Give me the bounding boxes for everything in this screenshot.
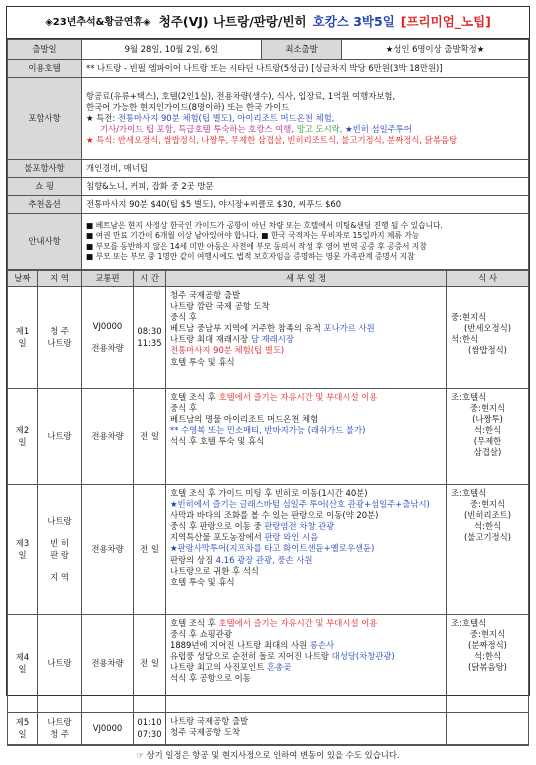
day-row [8,615,529,713]
departure-dates: 9월 28일, 10월 2일, 6일 [82,40,262,60]
schedule-text: 나트랑으로 귀환 후 석식 [170,565,259,576]
schedule-highlight: 혼총곶 [266,662,292,673]
day-label: 제2일 [8,389,38,485]
schedule-text: 나트랑 최고의 사진포인트 [170,662,267,673]
meal-line: (불고기정식) [464,532,511,543]
schedule-highlight: 포나가르 사원 [323,323,375,334]
excludes-label: 불포함사항 [8,160,82,178]
time-line: 07:30 [137,728,162,739]
time-line: 전 일 [140,430,159,441]
day-label: 제3일 [8,485,38,615]
schedule-text: 나트랑 최대 재래시장 [170,334,251,345]
meal-line: (무제한 [473,436,502,447]
guide-line: ■ 여권 만료 기간이 6개월 이상 남아있어야 합니다. ■ 한국 국적자는 무비자로 15일까지 체류 가능 [86,231,420,241]
special-text-2c: ★빈히 섬일주투어 [345,124,412,135]
schedule-line [170,392,442,403]
day-meals [447,389,529,485]
schedule-highlight: 4.16 광장 관광, 풍손 사원 [215,554,313,565]
page-title [7,7,529,39]
region-line: 청 주 [50,728,69,739]
schedule-highlight: ** 수영복 또는 민소매티, 반바지가능 (래쉬가드 불가) [170,425,366,436]
meal-line: (나짱투) [472,414,503,425]
schedule-line [170,629,442,640]
schedule-line [170,488,442,499]
meal-line [451,301,524,312]
schedule-line [170,414,442,425]
day-meals [447,485,529,615]
title-prefix: ◈23년추석&황금연휴◈ [45,16,151,28]
time-line: 01:10 [137,717,162,728]
schedule-line [170,543,442,554]
day-transport [82,485,134,615]
region-line: 나트랑 [47,337,72,348]
includes-value [82,78,529,160]
schedule-line [170,662,442,673]
schedule-text: 청주 국제공항 도착 [170,727,241,738]
meal-line: (닭볶음탕) [468,662,507,673]
shopping-value: 침향&노니, 커피, 잡화 중 2곳 방문 [82,178,529,196]
schedule-text: 1889년에 지어진 나트랑 최대의 사원 [170,640,310,651]
schedule-line [170,510,442,521]
includes-line-2: 한국어 가능한 현지인가이드(8명이하) 또는 한국 가이드 [86,101,290,112]
day-meals [447,287,529,389]
schedule-text: 중식 후 [170,403,197,414]
day-time [134,287,166,389]
header-transport: 교통편 [82,271,134,287]
title-route: 청주(VJ) 나트랑/판랑/빈히 [158,14,307,30]
region-line: 나트랑 [47,717,72,728]
time-line: 전 일 [140,543,159,554]
day-time [134,485,166,615]
schedule-text: 호텔 조식 후 [170,618,219,628]
schedule-text: 베트남의 명물 아이리조트 머드온천 체험 [170,414,319,425]
schedule-text: 판랑의 상징 [170,554,216,565]
schedule-highlight: ★판랑사막투어(지프차를 타고 화이트샌듄+옐로우샌듄) [170,543,375,554]
time-line: 08:30 [137,326,162,337]
info-table [7,39,529,270]
day-row [8,287,529,389]
region-line: 빈 히 [50,538,69,549]
schedule-text: 중식 후 판랑으로 이동 중 [170,521,265,532]
includes-label: 포함사항 [8,78,82,160]
day-region [38,287,82,389]
schedule-text: 호텔 투숙 및 휴식 [170,356,235,367]
header-date: 날짜 [8,271,38,287]
schedule-line [170,727,442,738]
schedule-text: 중식 후 [170,312,197,323]
meal-line: 중:현지식 [451,312,487,323]
day-schedule [166,287,447,389]
day-time [134,389,166,485]
schedule-table [7,270,529,745]
schedule-line [170,499,442,510]
header-region: 지 역 [38,271,82,287]
meal-line: (반세오정식) [464,323,511,334]
day-meals [447,615,529,713]
transport-line: 전용차량 [91,343,124,354]
schedule-highlight: 롱손사 [309,640,335,651]
meal-line [451,290,524,301]
schedule-line [170,312,442,323]
meal-line: (분짜정식) [468,640,507,651]
region-line: 나트랑 [47,430,72,441]
schedule-highlight: 판랑 와인 시음 [264,532,319,543]
transport-line [86,332,129,343]
includes-special-2 [86,124,524,135]
schedule-text: 석식 후 호텔 투숙 및 휴식 [170,436,265,447]
schedule-line [170,673,442,684]
day-region [38,615,82,713]
schedule-line [170,345,442,356]
region-line [42,527,77,538]
header-schedule: 세 부 일 정 [166,271,447,287]
schedule-line [170,521,442,532]
schedule-line [170,577,442,588]
meal-line: 석:한식 [473,425,502,436]
day-label: 제5일 [8,713,38,745]
schedule-line [170,403,442,414]
time-line: 전 일 [140,657,159,668]
schedule-highlight: 대성당(차창관광) [331,651,395,662]
special-prefix: ★ 특전: [86,112,118,123]
day-region [38,485,82,615]
day-row [8,485,529,615]
includes-special-1 [86,113,524,124]
meal-line: 삼겹살) [473,447,502,458]
schedule-text: 호텔 투숙 및 휴식 [170,576,235,587]
transport-line: 전용차량 [91,430,124,441]
schedule-text: 나트랑 국제공항 출발 [170,716,249,726]
meal-line: 조:호텔식 [451,392,487,402]
schedule-line [170,640,442,651]
title-package: 호캉스 3박5일 [312,14,395,30]
schedule-line [170,532,442,543]
schedule-text: 사막과 바다의 조화를 볼 수 있는 판랑으로 이동(약 20분) [170,510,379,521]
day-schedule [166,615,447,713]
meal-line: 석:한식 [473,521,502,532]
schedule-highlight: ★빈히에서 즐기는 글래스바텀 섬일주 투어(산호 관광+섬일주+출낚시) [170,499,430,510]
special-text-2a: 기사/가이드 팁 포함, 특급호텔 투숙하는 호캉스 여행, [100,124,297,135]
meal-line: 중:현지식 [469,629,506,640]
schedule-line [170,323,442,334]
special-text-1: 전통마사지 90분 체험(팁 별도), 아이리조트 머드온천 체험, [117,112,335,123]
schedule-line [170,334,442,345]
meal-line: (쌈밥정식) [468,345,507,356]
guide-line: ■ 부모 또는 부모 중 1명만 같이 여행시에도 법적 보호자임을 증명하는 영문 가족관계 증명서 지참 [86,251,415,261]
region-line: 지 역 [50,571,69,582]
day-transport [82,389,134,485]
day-region [38,389,82,485]
schedule-text: 중식 후 쇼핑관광 [170,629,232,640]
region-line: 나트랑 [47,657,72,668]
schedule-line [170,555,442,566]
min-departure-value: ★성인 6명이상 출발확정★ [342,40,529,60]
schedule-line [170,357,442,368]
day-schedule [166,485,447,615]
schedule-highlight: 판랑염전 차창 관광 [264,521,335,532]
schedule-highlight: 호텔에서 즐기는 자유시간 및 부대시설 이용 [218,618,378,628]
day-transport [82,287,134,389]
transport-line: VJ0000 [92,320,123,331]
time-line: 11:35 [137,337,162,348]
schedule-line [170,290,442,301]
schedule-highlight: 담 재래시장 [250,334,294,345]
meal-line: 중:현지식 [469,403,506,414]
special-text-2b: 망고 도시락, [296,124,346,135]
schedule-line [170,566,442,577]
schedule-text: 청주 국제공항 출발 [170,290,241,300]
schedule-text: 나트랑 깜란 국제 공항 도착 [170,301,270,312]
meal-line: 석:한식 [451,334,479,345]
options-value: 전통마사지 90분 $40(팁 $5 별도), 야시장+씨클로 $30, 씨푸드 $60 [82,196,529,214]
excludes-value: 개인경비, 매너팁 [82,160,529,178]
schedule-line [170,651,442,662]
day-schedule [166,389,447,485]
day-time [134,713,166,745]
header-time: 시 간 [134,271,166,287]
departure-label: 출발일 [8,40,82,60]
schedule-highlight: 전통마사지 90분 체험(팁 별도) [170,345,285,356]
day-transport [82,713,134,745]
itinerary-page [6,6,530,760]
day-schedule [166,713,447,745]
meal-line: 조:호텔식 [451,618,487,628]
min-departure-label: 최소출발 [262,40,342,60]
schedule-text: 호텔 조식 후 [170,392,219,402]
hotel-label: 이용호텔 [8,60,82,78]
meal-line: 석:한식 [473,651,502,662]
schedule-line [170,425,442,436]
schedule-line [170,618,442,629]
meal-line: 조:호텔식 [451,488,487,498]
region-line: 나트랑 [47,516,72,527]
region-line: 청 주 [50,326,69,337]
day-meals [447,713,529,745]
schedule-text: 석식 후 공항으로 이동 [170,673,251,684]
shopping-label: 쇼 핑 [8,178,82,196]
footer-note: ☞ 상기 일정은 항공 및 현지사정으로 인하여 변동이 있을 수도 있습니다. [7,745,529,765]
meal-line: (빈히리조트) [464,510,511,521]
region-line [42,561,77,572]
schedule-line [170,436,442,447]
meal-line: 중:현지식 [469,499,506,510]
day-row [8,389,529,485]
guide-label: 안내사항 [8,214,82,270]
schedule-line [170,716,442,727]
day-time [134,615,166,713]
schedule-text: 지역특산물 포도농장에서 [170,532,265,543]
includes-line-1: 항공료(유류+택스), 호텔(2인1실), 전용차량(생수), 식사, 입장료, 1억원 여행자보험, [86,90,396,101]
schedule-highlight: 호텔에서 즐기는 자유시간 및 부대시설 이용 [218,392,378,402]
hotel-value: ** 나트랑 - 빈펄 엠파이어 나트랑 또는 시타딘 나트랑(5성급) [싱글차지 박당 6만원(3박 18만원)] [82,60,529,78]
day-label: 제1일 [8,287,38,389]
transport-line: VJ0000 [92,722,123,733]
region-line: 판 랑 [50,549,69,560]
transport-line: 전용차량 [91,657,124,668]
guide-line: ■ 부모를 동반하지 않은 14세 미만 아동은 사전에 부모 동의서 작성 후 영어 번역 공증 후 공증서 지참 [86,241,427,251]
day-label: 제4일 [8,615,38,713]
transport-line: 전용차량 [91,543,124,554]
includes-meal-special: ★ 특식: 반세오정식, 쌈밥정식, 나짱투, 무제한 삼겹살, 빈히리조트식, 불고기정식, 분짜정식, 닭볶음탕 [86,135,458,146]
guide-value [82,214,529,270]
day-region [38,713,82,745]
schedule-line [170,301,442,312]
schedule-text: 호텔 조식 후 가이드 미팅 후 빈히로 이동(1시간 40분) [170,488,368,498]
schedule-text: 베트남 중남부 지역에 거주한 참족의 유적 [170,323,324,334]
schedule-text: 유럽풍 성당으로 순전히 돌로 지어진 나트랑 [170,651,332,662]
header-meals: 식 사 [447,271,529,287]
options-label: 추천옵션 [8,196,82,214]
day-row [8,713,529,745]
title-tag: [프리미엄_노팁] [400,14,491,30]
schedule-header-row [8,271,529,287]
guide-line: ■ 베트남은 현지 사정상 한국인 가이드가 공항이 아닌 차량 또는 호텔에서 미팅&샌딩 진행 될 수 있습니다. [86,221,443,231]
day-transport [82,615,134,713]
